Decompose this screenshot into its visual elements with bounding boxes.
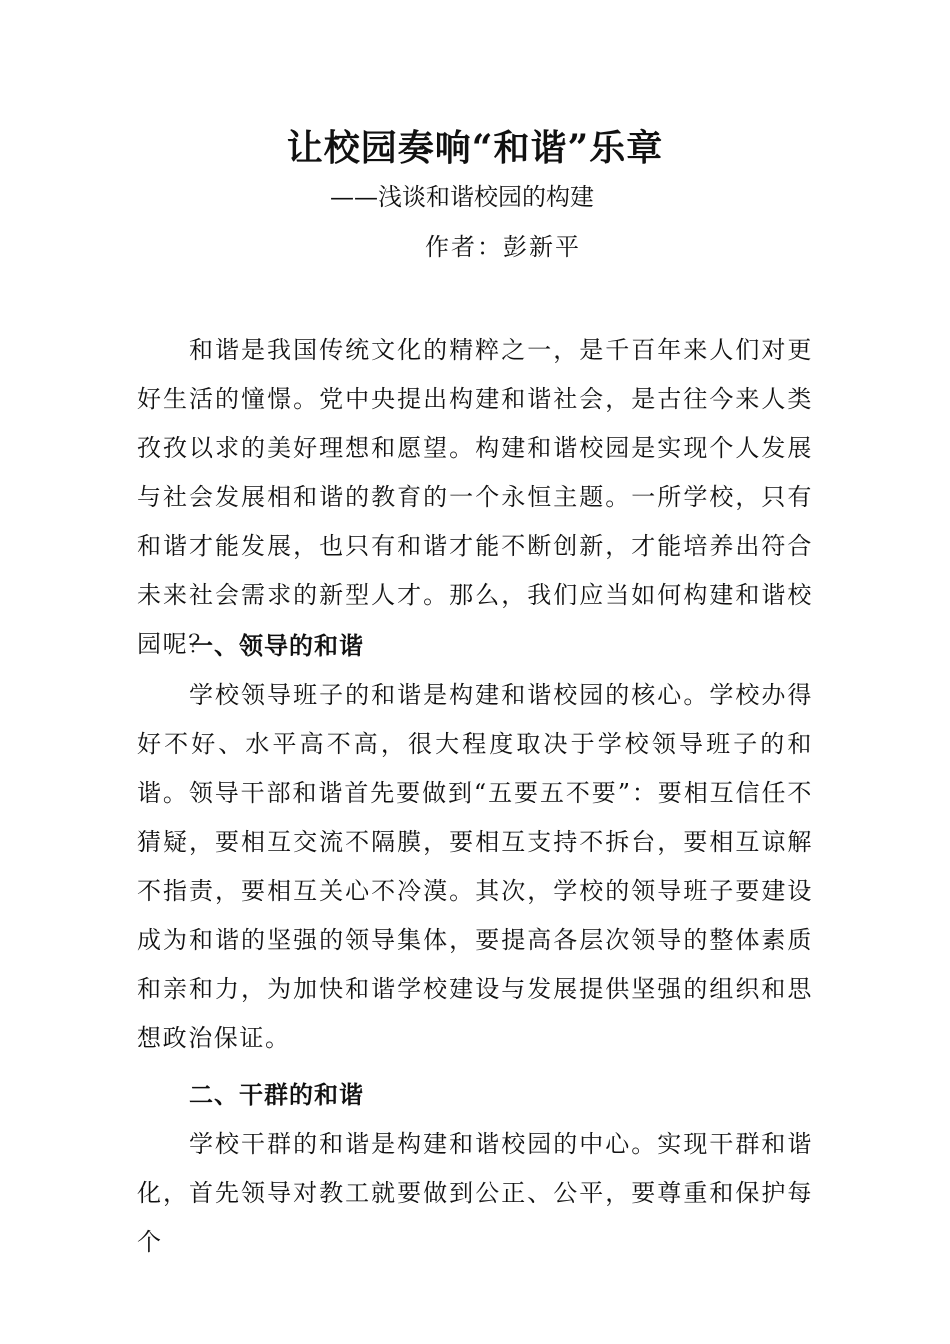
paragraph-intro: 和谐是我国传统文化的精粹之一，是千百年来人们对更好生活的憧憬。党中央提出构建和谐社会，是古往今来人类孜孜以求的美好理想和愿望。构建和谐校园是实现个人发展与社会发展相和谐的教育的一个永恒主题。一所学校，只有和谐才能发展，也只有和谐才能不断创新，才能培养出符合未来社会需求的新型人才。那么，我们应当如何构建和谐校园呢？ [137,336,813,658]
section-heading-cadre-staff: 二、干群的和谐 [189,1081,364,1109]
document-title: 让校园奏响“和谐”乐章 [286,127,664,169]
paragraph-cadre-staff: 学校干群的和谐是构建和谐校园的中心。实现干群和谐化，首先领导对教工就要做到公正、公平，要尊重和保护每个 [137,1130,813,1256]
document-subtitle: ——浅谈和谐校园的构建 [330,183,594,211]
section-heading-leadership: 一、领导的和谐 [189,632,364,660]
document-author: 作者：彭新平 [425,233,581,261]
paragraph-leadership: 学校领导班子的和谐是构建和谐校园的核心。学校办得好不好、水平高不高，很大程度取决于学校领导班子的和谐。领导干部和谐首先要做到“五要五不要”：要相互信任不猜疑，要相互交流不隔膜，要相互支持不拆台，要相互谅解不指责，要相互关心不冷漠。其次，学校的领导班子要建设成为和谐的坚强的领导集体，要提高各层次领导的整体素质和亲和力，为加快和谐学校建设与发展提供坚强的组织和思想政治保证。 [137,681,813,1052]
